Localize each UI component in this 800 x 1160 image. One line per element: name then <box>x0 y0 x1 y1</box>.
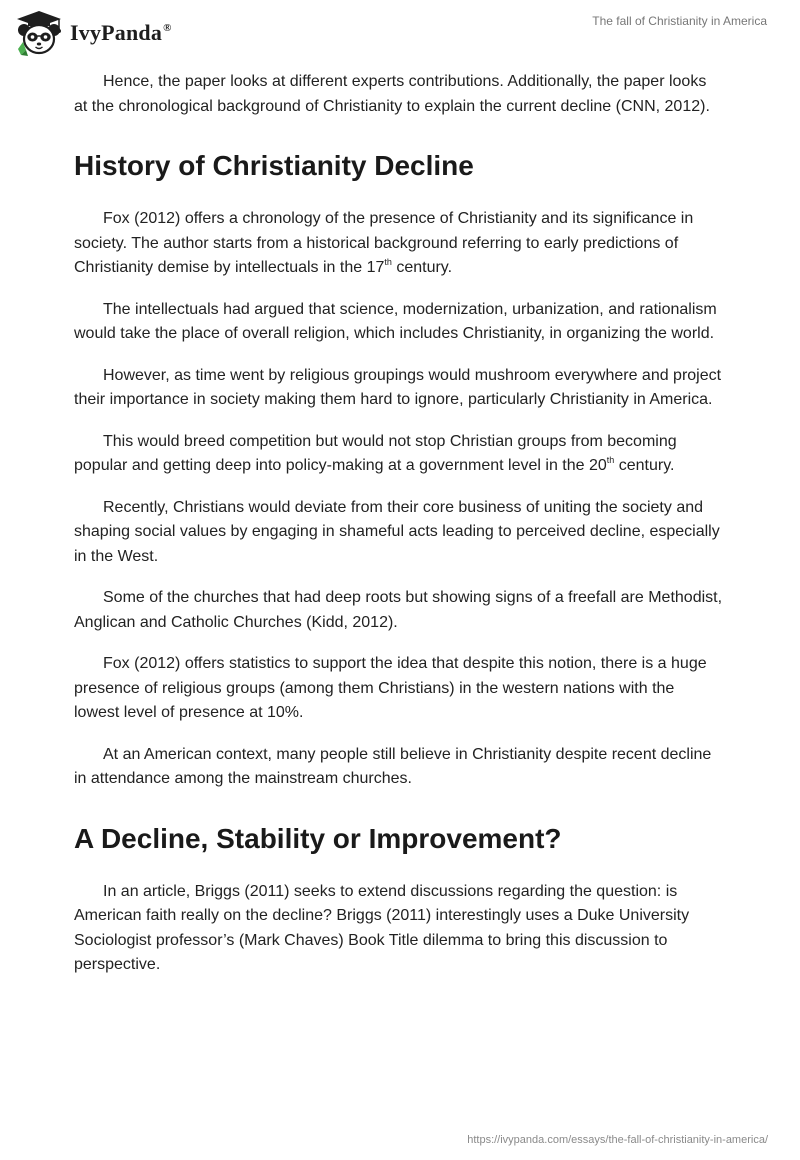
essay-content <box>74 70 724 995</box>
brand-name: IvyPanda® <box>70 20 172 45</box>
document-title: The fall of Christianity in America <box>592 14 767 28</box>
page-header <box>0 0 800 64</box>
paragraph-intro: Hence, the paper looks at different experts contributions. Additionally, the paper looks at the chronological background of Christianity to explain the current decline (CNN, 2012). <box>74 73 710 115</box>
ivypanda-logo[interactable] <box>14 8 172 58</box>
paragraph-statistics: Fox (2012) offers statistics to support the idea that despite this notion, there is a huge presence of religious groups (among them Christians) in the western nations with the lowest level of presence at 10%. <box>74 655 707 721</box>
paragraph-competition: This would breed competition but would not stop Christian groups from becoming popular and getting deep into policy-making at a government level in the 20th century. <box>74 432 677 474</box>
source-url[interactable]: https://ivypanda.com/essays/the-fall-of-christianity-in-america/ <box>467 1134 768 1146</box>
paragraph-american-context: At an American context, many people still believe in Christianity despite recent decline in attendance among the mainstream churches. <box>74 745 712 787</box>
panda-graduate-icon <box>14 8 64 58</box>
paragraph-deviation: Recently, Christians would deviate from their core business of uniting the society and shaping social values by engaging in shameful acts leading to perceived decline, especially in the West. <box>74 498 720 565</box>
heading-decline-stability: A Decline, Stability or Improvement? <box>74 822 562 854</box>
heading-history: History of Christianity Decline <box>74 150 474 181</box>
registered-mark: ® <box>163 22 172 34</box>
paragraph-briggs: In an article, Briggs (2011) seeks to extend discussions regarding the question: is American faith really on the decline? Briggs (2011) interestingly uses a Duke University Sociologist professor’s (Mark Chaves) Book Title dilemma to bring this discussion to perspective. <box>74 882 690 973</box>
paragraph-churches: Some of the churches that had deep roots but showing signs of a freefall are Methodist, Anglican and Catholic Churches (Kidd, 2012). <box>74 589 723 631</box>
paragraph-intellectuals: The intellectuals had argued that science, modernization, urbanization, and rationalism would take the place of overall religion, which includes Christianity, in organizing the world. <box>74 300 717 342</box>
paragraph-chronology: Fox (2012) offers a chronology of the presence of Christianity and its significance in society. The author starts from a historical background referring to early predictions of Christianity demise by intellectuals in the 17th century. <box>74 210 694 276</box>
paragraph-groupings: However, as time went by religious groupings would mushroom everywhere and project their importance in society making them hard to ignore, particularly Christianity in America. <box>74 366 722 408</box>
